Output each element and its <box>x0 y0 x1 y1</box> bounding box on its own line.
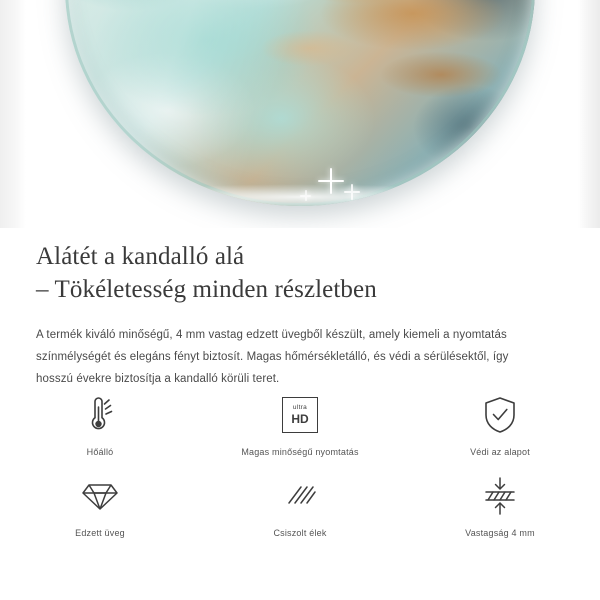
feature-item-protects-surface <box>400 392 600 457</box>
feature-label: Hőálló <box>86 447 114 457</box>
hd-badge <box>282 397 318 433</box>
badge-hd-text: HD <box>291 411 309 426</box>
page-title <box>0 228 600 306</box>
text-content <box>0 228 600 390</box>
feature-item-thickness <box>400 473 600 538</box>
feature-label: Védi az alapot <box>470 447 530 457</box>
feature-label: Edzett üveg <box>75 528 125 538</box>
shield-check-icon <box>482 392 518 438</box>
headline-line-2: – Tökéletesség minden részletben <box>36 276 377 303</box>
feature-item-print-quality <box>200 392 400 457</box>
feature-item-polished-edges <box>200 473 400 538</box>
thickness-icon <box>480 473 520 519</box>
polished-edges-icon <box>281 473 319 519</box>
description-paragraph: A termék kiváló minőségű, 4 mm vastag edzett üvegből készült, amely kiemeli a nyomtatás színmélységét és elegáns fényt biztosít. Magas hőmérsékletálló, és védi a sérülésektől, így hosszú évekre biztosítja a kandalló körüli teret. <box>36 329 509 386</box>
hero-right-edge-shade <box>578 0 600 228</box>
badge-ultra-text: ultra <box>292 404 308 412</box>
diamond-icon <box>80 473 120 519</box>
feature-grid <box>0 392 600 538</box>
glass-bottom-glow <box>103 184 498 206</box>
round-glass-board <box>65 0 535 206</box>
feature-item-tempered-glass <box>0 473 200 538</box>
feature-label: Csiszolt élek <box>273 528 327 538</box>
feature-item-heat-resistant <box>0 392 200 457</box>
hero-left-edge-shade <box>0 0 26 228</box>
feature-label: Vastagság 4 mm <box>465 528 535 538</box>
thermometer-icon <box>82 392 118 438</box>
ultra-hd-icon <box>282 392 318 438</box>
feature-label: Magas minőségű nyomtatás <box>241 447 359 457</box>
hero-image <box>0 0 600 228</box>
headline-line-1: Alátét a kandalló alá <box>36 243 245 270</box>
